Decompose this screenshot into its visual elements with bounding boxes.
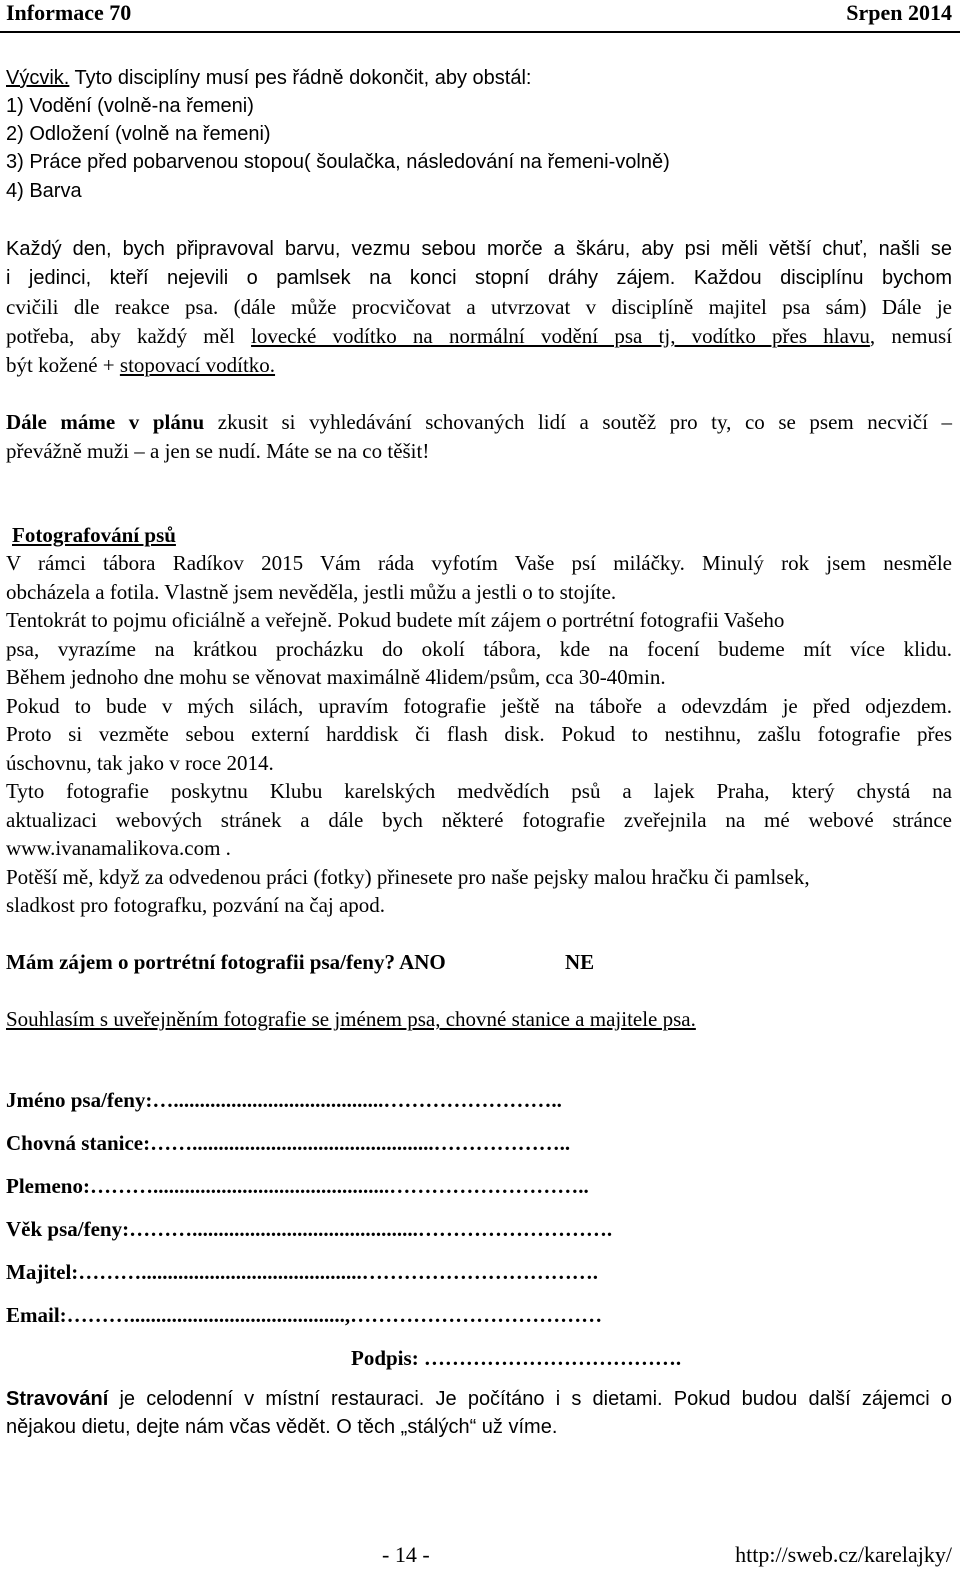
training-paragraph-line: být kožené + stopovací vodítko. (6, 353, 276, 377)
header-divider (0, 31, 960, 33)
plans-bold: Dále máme v plánu (6, 410, 205, 434)
training-paragraph-line: i jedinci, kteří nejevili o pamlsek na konci stopní dráhy zájem. Každou disciplínu bychom (6, 267, 952, 289)
photo-line: Tentokrát to pojmu oficiálně a veřejně. Pokud budete mít zájem o portrétní fotografii Vašeho (6, 608, 785, 632)
photo-line: aktualizaci webových stránek a dále bych některé fotografie zveřejnila na mé webové stránce (6, 808, 952, 832)
list-item: 2) Odložení (volně na řemeni) (6, 123, 271, 145)
field-dog-name[interactable]: Jméno psa/feny:…........................................…………………….. (6, 1088, 562, 1112)
food-line: nějakou dietu, dejte nám včas vědět. O těch „stálých“ už víme. (6, 1416, 558, 1438)
field-age[interactable]: Věk psa/feny:………...........................................………………………. (6, 1217, 613, 1241)
tracking-leash-text: stopovací vodítko. (119, 353, 276, 377)
photo-line: Pokud to bude v mých silách, upravím fotografie ještě na táboře a odevzdám je před odjezdem. (6, 694, 952, 718)
photo-line: Tyto fotografie poskytnu Klubu karelských medvědích psů a lajek Praha, který chystá na (6, 779, 952, 803)
field-breed[interactable]: Plemeno:……….............................................……………………….. (6, 1174, 589, 1198)
photo-line: sladkost pro fotografku, pozvání na čaj apod. (6, 893, 386, 917)
field-email[interactable]: Email:……….........................................,……………………………… (6, 1303, 603, 1327)
header-title: Informace 70 (6, 0, 132, 25)
field-signature[interactable]: Podpis: ………………………………. (351, 1346, 682, 1370)
training-paragraph-line: cvičili dle reakce psa. (dále může procvičovat a utvrzovat v disciplíně majitel psa sám) Dále je (6, 295, 952, 319)
plans-paragraph-line: Dále máme v plánu zkusit si vyhledávání schovaných lidí a soutěž pro ty, co se psem necvičí – (6, 410, 952, 434)
food-line: Stravování je celodenní v místní restauraci. Je počítáno i s dietami. Pokud budou další zájemci o (6, 1388, 952, 1410)
training-paragraph-line: Každý den, bych připravoval barvu, vezmu sebou morče a škáru, aby psi měli větší chuť, našli se (6, 238, 952, 260)
footer-url[interactable]: http://sweb.cz/karelajky/ (735, 1542, 952, 1567)
training-intro: Výcvik. Tyto disciplíny musí pes řádně dokončit, aby obstál: (6, 67, 532, 89)
field-kennel[interactable]: Chovná stanice:……..............................................……………….. (6, 1131, 571, 1155)
interest-question: Mám zájem o portrétní fotografii psa/feny? ANO (6, 950, 446, 974)
list-item: 1) Vodění (volně-na řemeni) (6, 95, 254, 117)
photo-line: Proto si vezměte sebou externí harddisk či flash disk. Pokud to nestihnu, zašlu fotografie přes (6, 722, 952, 746)
list-item: 4) Barva (6, 180, 82, 202)
food-bold: Stravování (6, 1388, 109, 1410)
website-link[interactable]: www.ivanamalikova.com . (6, 836, 231, 860)
photo-line: obcházela a fotila. Vlastně jsem nevěděla, jestli můžu a jestli o to stojíte. (6, 580, 617, 604)
header-date: Srpen 2014 (846, 0, 952, 25)
photo-line: psa, vyrazíme na krátkou procházku do okolí tábora, kde na focení budeme mít více klidu. (6, 637, 952, 661)
answer-no[interactable]: NE (565, 950, 595, 974)
leash-text: lovecké vodítko na normální vodění psa tj, vodítko přes hlavu (251, 324, 870, 348)
training-link[interactable]: Výcvik. (6, 67, 70, 89)
photo-line: úschovnu, tak jako v roce 2014. (6, 751, 274, 775)
training-paragraph-line: potřeba, aby každý měl lovecké vodítko na normální vodění psa tj, vodítko přes hlavu, nemusí (6, 324, 953, 348)
field-owner[interactable]: Majitel:………..........................................……………………………. (6, 1260, 599, 1284)
photo-line: Potěší mě, když za odvedenou práci (fotky) přinesete pro naše pejsky malou hračku či pamlsek, (6, 865, 810, 889)
consent-text: Souhlasím s uveřejněním fotografie se jménem psa, chovné stanice a majitele psa. (6, 1007, 696, 1031)
section-title: Fotografování psů (12, 523, 176, 547)
photo-line: Během jednoho dne mohu se věnovat maximálně 4lidem/psům, cca 30-40min. (6, 665, 666, 689)
list-item: 3) Práce před pobarvenou stopou( šoulačka, následování na řemeni-volně) (6, 151, 670, 173)
page-number: - 14 - (382, 1542, 430, 1567)
photo-line: V rámci tábora Radíkov 2015 Vám ráda vyfotím Vaše psí miláčky. Minulý rok jsem nesměle (6, 551, 952, 575)
plans-paragraph-line: převážně muži – a jen se nudí. Máte se na co těšit! (6, 439, 430, 463)
